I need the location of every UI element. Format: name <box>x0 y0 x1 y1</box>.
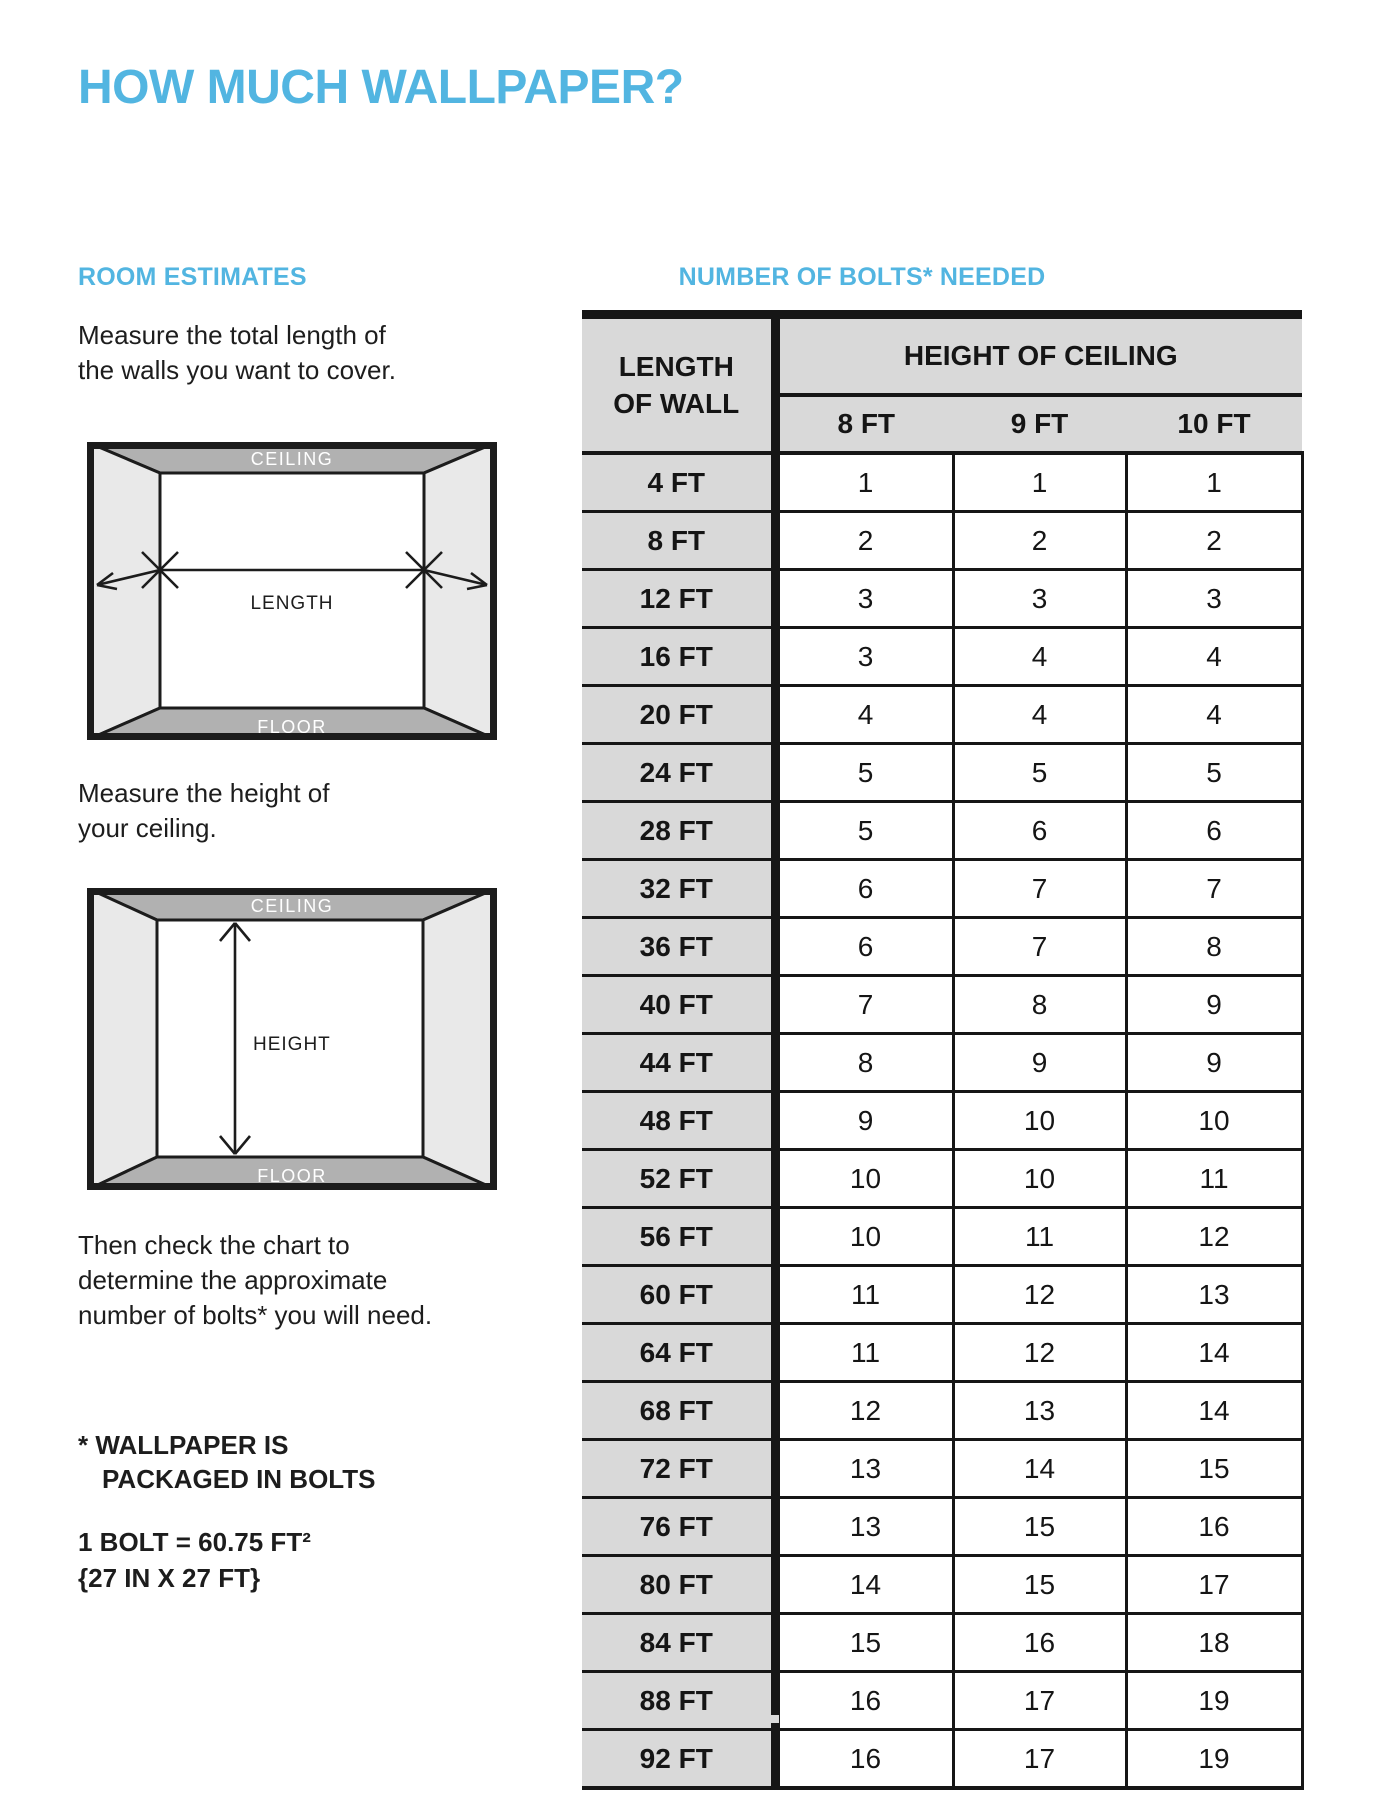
row-length-label: 84 FT <box>582 1614 775 1672</box>
instruction-chart-line3: number of bolts* you will need. <box>78 1300 433 1330</box>
row-length-label: 56 FT <box>582 1208 775 1266</box>
bolts-value-cell: 10 <box>953 1150 1126 1208</box>
row-length-label: 44 FT <box>582 1034 775 1092</box>
bolts-value-cell: 11 <box>953 1208 1126 1266</box>
right-wall-face <box>423 888 497 1190</box>
bolts-value-cell: 9 <box>953 1034 1126 1092</box>
bolts-value-cell: 6 <box>775 918 953 976</box>
bolt-size-line2: {27 IN X 27 FT} <box>78 1563 261 1593</box>
row-length-label: 76 FT <box>582 1498 775 1556</box>
row-length-label: 36 FT <box>582 918 775 976</box>
table-row <box>582 1498 1302 1556</box>
bolts-value-cell: 5 <box>1126 744 1302 802</box>
table-row <box>582 1324 1302 1382</box>
bolts-value-cell: 17 <box>953 1730 1126 1789</box>
table-row <box>582 744 1302 802</box>
bolts-value-cell: 9 <box>775 1092 953 1150</box>
bolts-value-cell: 1 <box>1126 453 1302 512</box>
instruction-length <box>78 318 396 388</box>
table-row <box>582 1208 1302 1266</box>
length-of-wall-header <box>582 315 775 454</box>
bolts-table-body <box>582 453 1302 1788</box>
bolts-value-cell: 10 <box>775 1208 953 1266</box>
bolts-value-cell: 6 <box>953 802 1126 860</box>
floor-label: FLOOR <box>257 1166 327 1186</box>
bolts-value-cell: 15 <box>1126 1440 1302 1498</box>
bolts-value-cell: 4 <box>1126 628 1302 686</box>
bolts-value-cell: 12 <box>953 1324 1126 1382</box>
table-row <box>582 1034 1302 1092</box>
bolts-value-cell: 10 <box>775 1150 953 1208</box>
instruction-height <box>78 776 330 846</box>
bolts-value-cell: 3 <box>1126 570 1302 628</box>
bolts-footnote <box>78 1428 375 1496</box>
row-length-label: 64 FT <box>582 1324 775 1382</box>
instruction-chart-line2: determine the approximate <box>78 1265 388 1295</box>
row-length-label: 28 FT <box>582 802 775 860</box>
table-header-row-1 <box>582 315 1302 396</box>
table-row <box>582 1092 1302 1150</box>
bolts-value-cell: 13 <box>775 1498 953 1556</box>
table-row <box>582 453 1302 512</box>
back-wall-face <box>160 473 424 708</box>
bolts-value-cell: 1 <box>953 453 1126 512</box>
table-row <box>582 1440 1302 1498</box>
bolts-value-cell: 14 <box>1126 1324 1302 1382</box>
table-row <box>582 860 1302 918</box>
bolts-value-cell: 10 <box>1126 1092 1302 1150</box>
instruction-chart <box>78 1228 432 1333</box>
row-length-label: 48 FT <box>582 1092 775 1150</box>
bolts-value-cell: 16 <box>1126 1498 1302 1556</box>
bolts-value-cell: 14 <box>1126 1382 1302 1440</box>
left-wall-face <box>87 442 160 740</box>
table-row <box>582 512 1302 570</box>
row-length-label: 88 FT <box>582 1672 775 1730</box>
bolts-value-cell: 7 <box>953 918 1126 976</box>
bolts-value-cell: 17 <box>1126 1556 1302 1614</box>
bolts-value-cell: 7 <box>953 860 1126 918</box>
bolts-value-cell: 9 <box>1126 976 1302 1034</box>
table-row <box>582 1614 1302 1672</box>
bolts-value-cell: 3 <box>775 628 953 686</box>
row-length-label: 4 FT <box>582 453 775 512</box>
row-length-label: 80 FT <box>582 1556 775 1614</box>
row-length-label: 20 FT <box>582 686 775 744</box>
bolts-table <box>582 310 1304 1790</box>
bolts-value-cell: 6 <box>1126 802 1302 860</box>
row-length-label: 40 FT <box>582 976 775 1034</box>
bolts-value-cell: 4 <box>953 628 1126 686</box>
bolts-value-cell: 4 <box>775 686 953 744</box>
bolts-value-cell: 15 <box>775 1614 953 1672</box>
instruction-length-line2: the walls you want to cover. <box>78 355 396 385</box>
bolts-value-cell: 12 <box>953 1266 1126 1324</box>
bolts-value-cell: 12 <box>775 1382 953 1440</box>
bolts-value-cell: 3 <box>953 570 1126 628</box>
table-row <box>582 1730 1302 1789</box>
room-estimates-heading: ROOM ESTIMATES <box>78 263 307 291</box>
bolts-value-cell: 11 <box>775 1324 953 1382</box>
table-row <box>582 570 1302 628</box>
bolts-footnote-line2: PACKAGED IN BOLTS <box>102 1464 376 1494</box>
table-row <box>582 918 1302 976</box>
bolts-value-cell: 4 <box>953 686 1126 744</box>
table-bottom-shadow <box>582 1715 779 1723</box>
height-label: HEIGHT <box>253 1034 331 1055</box>
row-length-label: 92 FT <box>582 1730 775 1789</box>
bolts-value-cell: 7 <box>1126 860 1302 918</box>
bolts-value-cell: 11 <box>775 1266 953 1324</box>
bolts-value-cell: 5 <box>775 744 953 802</box>
bolts-value-cell: 19 <box>1126 1672 1302 1730</box>
bolts-value-cell: 10 <box>953 1092 1126 1150</box>
row-length-label: 16 FT <box>582 628 775 686</box>
bolts-value-cell: 2 <box>1126 512 1302 570</box>
room-length-diagram <box>87 442 497 740</box>
bolts-value-cell: 14 <box>953 1440 1126 1498</box>
bolts-value-cell: 13 <box>775 1440 953 1498</box>
bolts-value-cell: 2 <box>775 512 953 570</box>
ceiling-label: CEILING <box>250 449 334 469</box>
bolts-value-cell: 12 <box>1126 1208 1302 1266</box>
bolts-value-cell: 5 <box>953 744 1126 802</box>
left-wall-face <box>87 888 157 1190</box>
length-of-wall-header-line1: LENGTH <box>618 351 734 382</box>
row-length-label: 52 FT <box>582 1150 775 1208</box>
instruction-height-line1: Measure the height of <box>78 778 330 808</box>
bolts-value-cell: 17 <box>953 1672 1126 1730</box>
bolts-value-cell: 5 <box>775 802 953 860</box>
bolts-value-cell: 11 <box>1126 1150 1302 1208</box>
length-label: LENGTH <box>250 593 334 614</box>
table-row <box>582 628 1302 686</box>
bolts-value-cell: 16 <box>775 1730 953 1789</box>
table-row <box>582 802 1302 860</box>
bolts-value-cell: 15 <box>953 1498 1126 1556</box>
right-wall-face <box>424 442 497 740</box>
row-length-label: 8 FT <box>582 512 775 570</box>
bolt-size-info <box>78 1524 311 1596</box>
row-length-label: 72 FT <box>582 1440 775 1498</box>
bolt-size-line1: 1 BOLT = 60.75 FT² <box>78 1527 311 1557</box>
bolts-footnote-line1: * WALLPAPER IS <box>78 1430 289 1460</box>
bolts-value-cell: 15 <box>953 1556 1126 1614</box>
bolts-value-cell: 18 <box>1126 1614 1302 1672</box>
column-header-10ft: 10 FT <box>1126 395 1302 453</box>
table-row <box>582 1556 1302 1614</box>
table-row <box>582 1266 1302 1324</box>
table-row <box>582 976 1302 1034</box>
bolts-value-cell: 8 <box>775 1034 953 1092</box>
bolts-value-cell: 19 <box>1126 1730 1302 1789</box>
height-of-ceiling-header: HEIGHT OF CEILING <box>775 315 1302 396</box>
bolts-value-cell: 8 <box>1126 918 1302 976</box>
row-length-label: 24 FT <box>582 744 775 802</box>
bolts-value-cell: 6 <box>775 860 953 918</box>
bolts-needed-heading: NUMBER OF BOLTS* NEEDED <box>678 263 1046 291</box>
row-length-label: 60 FT <box>582 1266 775 1324</box>
table-row <box>582 686 1302 744</box>
row-length-label: 12 FT <box>582 570 775 628</box>
instruction-chart-line1: Then check the chart to <box>78 1230 350 1260</box>
bolts-value-cell: 16 <box>953 1614 1126 1672</box>
row-length-label: 32 FT <box>582 860 775 918</box>
bolts-value-cell: 1 <box>775 453 953 512</box>
table-row <box>582 1150 1302 1208</box>
bolts-value-cell: 16 <box>775 1672 953 1730</box>
bolts-value-cell: 2 <box>953 512 1126 570</box>
bolts-value-cell: 13 <box>1126 1266 1302 1324</box>
length-of-wall-header-line2: OF WALL <box>613 388 740 419</box>
bolts-value-cell: 8 <box>953 976 1126 1034</box>
bolts-value-cell: 13 <box>953 1382 1126 1440</box>
ceiling-label: CEILING <box>250 896 334 916</box>
bolts-value-cell: 3 <box>775 570 953 628</box>
column-header-8ft: 8 FT <box>775 395 953 453</box>
row-length-label: 68 FT <box>582 1382 775 1440</box>
instruction-length-line1: Measure the total length of <box>78 320 386 350</box>
instruction-height-line2: your ceiling. <box>78 813 217 843</box>
bolts-value-cell: 14 <box>775 1556 953 1614</box>
room-height-diagram <box>87 888 497 1190</box>
table-row <box>582 1382 1302 1440</box>
bolts-value-cell: 9 <box>1126 1034 1302 1092</box>
floor-label: FLOOR <box>257 717 327 737</box>
column-header-9ft: 9 FT <box>953 395 1126 453</box>
page-title: HOW MUCH WALLPAPER? <box>78 61 684 114</box>
bolts-value-cell: 4 <box>1126 686 1302 744</box>
bolts-value-cell: 7 <box>775 976 953 1034</box>
